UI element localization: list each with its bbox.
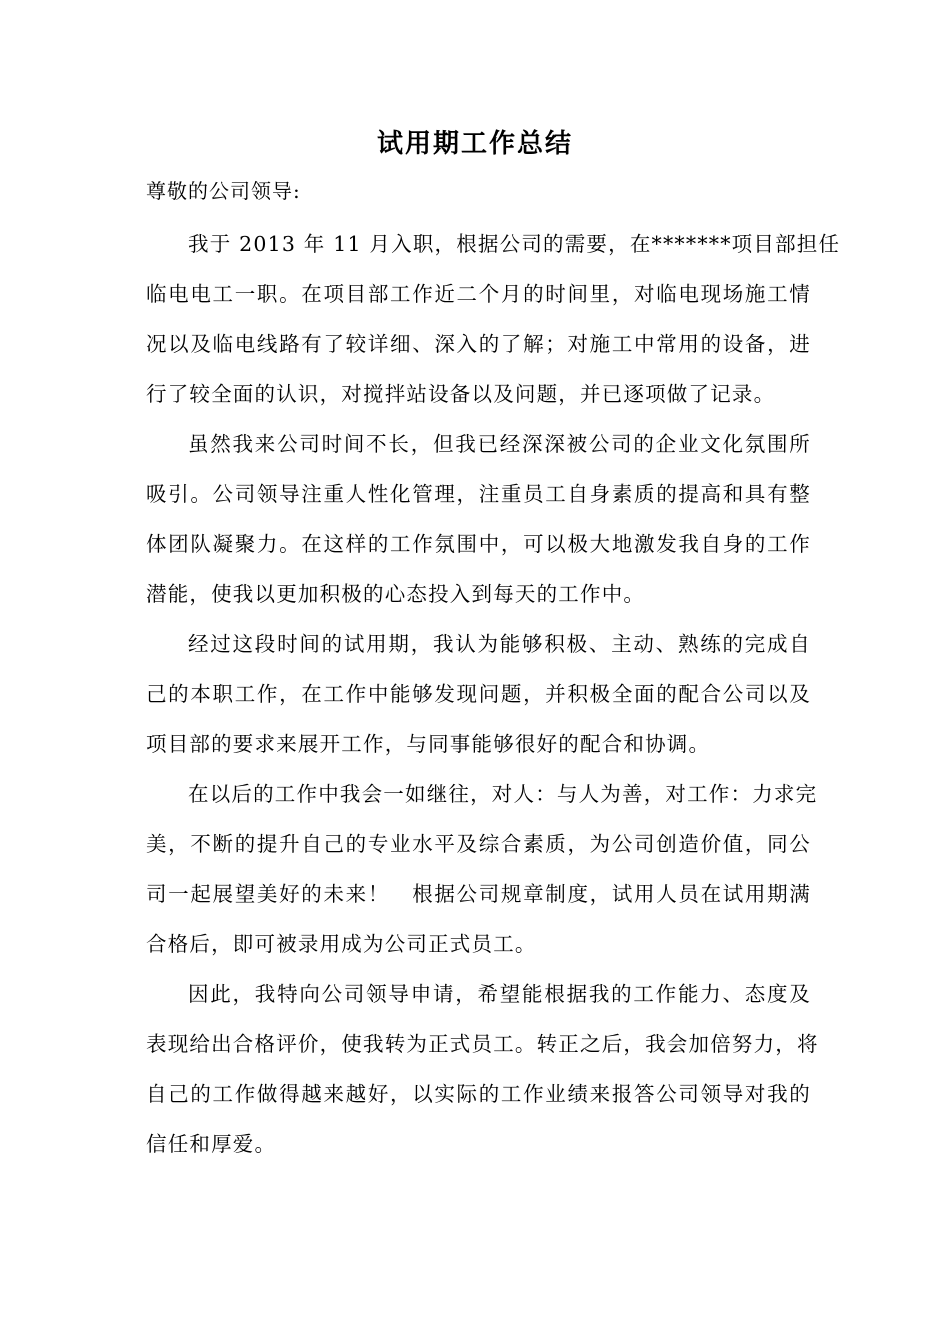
paragraph-line: 因此，我特向公司领导申请，希望能根据我的工作能力、态度及: [188, 982, 811, 1006]
paragraph-line: 我于 2013 年 11 月入职，根据公司的需要，在*******项目部担任: [188, 232, 841, 256]
paragraph-line: 项目部的要求来展开工作，与同事能够很好的配合和协调。: [146, 732, 711, 756]
paragraph-line: 自己的工作做得越来越好，以实际的工作业绩来报答公司领导对我的: [146, 1082, 811, 1106]
paragraph-line: 经过这段时间的试用期，我认为能够积极、主动、熟练的完成自: [188, 632, 811, 656]
paragraph-line: 临电电工一职。在项目部工作近二个月的时间里，对临电现场施工情: [146, 282, 811, 306]
document-title: 试用期工作总结: [376, 129, 573, 159]
paragraph-line: 司一起展望美好的未来！ 根据公司规章制度，试用人员在试用期满: [146, 882, 811, 906]
paragraph-4: [146, 776, 818, 976]
paragraph-2: [146, 426, 811, 626]
paragraph-3: [146, 626, 811, 776]
paragraph-line: 美，不断的提升自己的专业水平及综合素质，为公司创造价值，同公: [146, 832, 811, 856]
salutation: 尊敬的公司领导:: [146, 179, 301, 203]
paragraph-line: 己的本职工作，在工作中能够发现问题，并积极全面的配合公司以及: [146, 682, 811, 706]
paragraph-line: 行了较全面的认识，对搅拌站设备以及问题，并已逐项做了记录。: [146, 382, 776, 406]
paragraph-1: [146, 226, 841, 426]
paragraph-5: [146, 976, 819, 1176]
paragraph-line: 合格后，即可被录用成为公司正式员工。: [146, 932, 537, 956]
paragraph-line: 体团队凝聚力。在这样的工作氛围中，可以极大地激发我自身的工作: [146, 532, 811, 556]
paragraph-line: 信任和厚爱。: [146, 1132, 277, 1156]
paragraph-line: 吸引。公司领导注重人性化管理，注重员工自身素质的提高和具有整: [146, 482, 811, 506]
paragraph-line: 况以及临电线路有了较详细、深入的了解；对施工中常用的设备，进: [146, 332, 811, 356]
paragraph-line: 表现给出合格评价，使我转为正式员工。转正之后，我会加倍努力，将: [146, 1032, 819, 1056]
paragraph-line: 潜能，使我以更加积极的心态投入到每天的工作中。: [146, 582, 646, 606]
paragraph-line: 虽然我来公司时间不长，但我已经深深被公司的企业文化氛围所: [188, 432, 811, 456]
paragraph-line: 在以后的工作中我会一如继往，对人：与人为善，对工作：力求完: [188, 782, 818, 806]
